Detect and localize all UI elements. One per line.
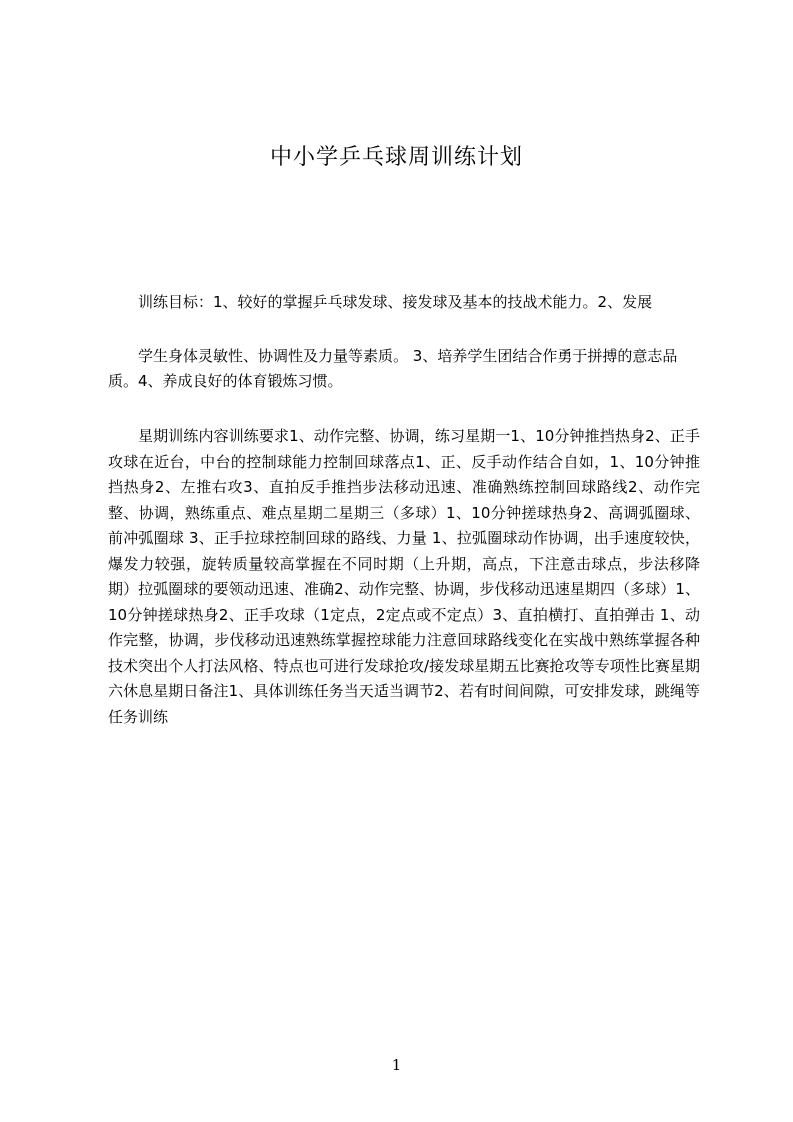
- page-number: 1: [391, 1056, 402, 1074]
- document-title: 中小学乒乓球周训练计划: [269, 145, 523, 170]
- paragraph-training-goal: 训练目标：1、较好的掌握乒乓球发球、接发球及基本的技战术能力。2、发展: [138, 293, 653, 311]
- paragraph-training-goal-continued: 学生身体灵敏性、协调性及力量等素质。 3、培养学生团结合作勇于拼搏的意志品质。4、养成良好的体育锻炼习惯。: [108, 347, 678, 390]
- paragraph-weekly-schedule: 星期训练内容训练要求1、动作完整、协调，练习星期一1、10分钟推挡热身2、正手攻球在近台，中台的控制球能力控制回球落点1、正、反手动作结合自如，1、10分钟推挡热身2、左推右攻3、直拍反手推挡步法移动迅速、准确熟练控制回球路线2、动作完整、协调，熟练重点、难点星期二星期三（多球）1、10分钟搓球热身2、高调弧圈球、前冲弧圈球 3、正手拉球控制回球的路线、力量 1、拉弧圈球动作协调，出手速度较快，爆发力较强，旋转质量较高掌握在不同时期（上升期，高点，下注意击球点，步法移降期）拉弧圈球的要领动迅速、准确2、动作完整、协调，步伐移动迅速星期四（多球）1、10分钟搓球热身2、正手攻球（1定点，2定点或不定点）3、直拍横打、直拍弹击 1、动作完整，协调，步伐移动迅速熟练掌握控球能力注意回球路线变化在实战中熟练掌握各种技术突出个人打法风格、特点也可进行发球抢攻/接发球星期五比赛抢攻等专项性比赛星期六休息星期日备注1、具体训练任务当天适当调节2、若有时间间隙，可安排发球，跳绳等任务训练: [108, 427, 700, 726]
